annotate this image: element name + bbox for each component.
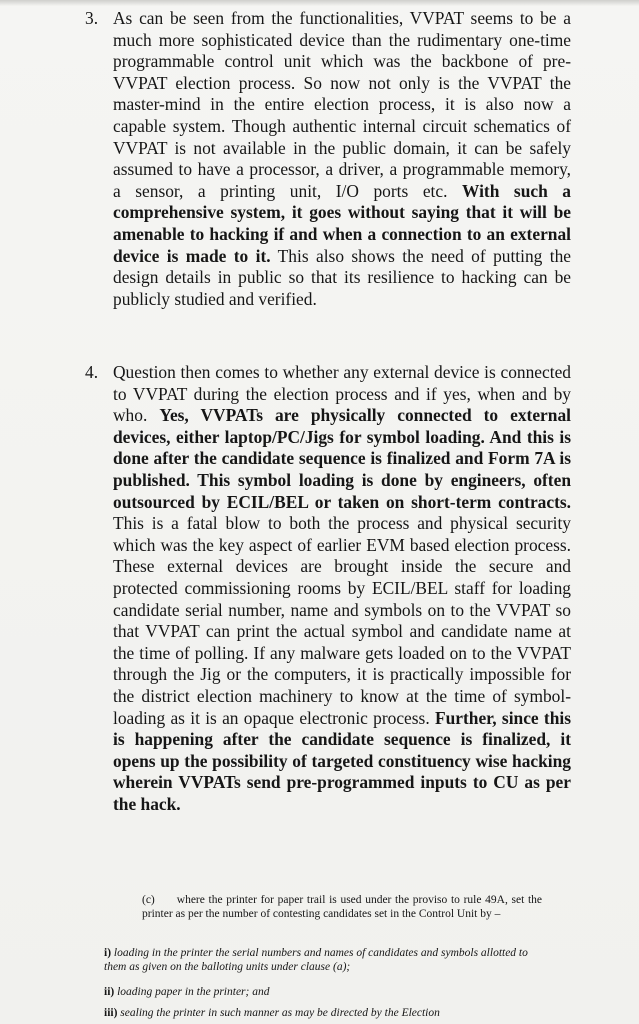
item-number: i) bbox=[104, 947, 112, 959]
point-3 bbox=[85, 8, 571, 310]
item-text: loading paper in the printer; and bbox=[117, 986, 270, 998]
point-text: This also shows the need of putting the design details in public so that its resilience to hacking can be publicly studied and verified. bbox=[113, 245, 571, 309]
item-number: iii) bbox=[104, 1007, 118, 1019]
item-text: sealing the printer in such manner as may be directed by the Election bbox=[120, 1007, 440, 1019]
point-4 bbox=[85, 362, 571, 815]
point-body bbox=[113, 362, 571, 815]
rule-excerpt-iii bbox=[104, 1006, 544, 1020]
rule-excerpt-i bbox=[104, 946, 544, 974]
rule-excerpt-c bbox=[142, 893, 542, 921]
point-text-bold: Further, since this is happening after the candidate sequence is finalized, it opens up the possibility of targeted constituency wise hacking wherein VVPATs send pre-programmed inputs to CU as per the hack. bbox=[113, 707, 571, 814]
item-text: loading in the printer the serial numbers and names of candidates and symbols allotted to them as given on the balloting units under clause (a); bbox=[104, 947, 528, 973]
clause-label: (c) bbox=[142, 894, 155, 906]
point-body bbox=[113, 8, 571, 310]
point-text-bold: With such a comprehensive system, it goes without saying that it will be amenable to hacking if and when a connection to an external device is made to it. bbox=[113, 180, 572, 266]
top-edge-shadow bbox=[0, 0, 639, 6]
point-number: 4. bbox=[85, 362, 99, 382]
point-text-bold: Yes, VVPATs are physically connected to external devices, either laptop/PC/Jigs for symbol loading. And this is done after the candidate sequence is finalized and Form 7A is published. This symbol loading is done by engineers, often outsourced by ECIL/BEL or taken on short-term contracts. bbox=[113, 405, 571, 512]
rule-excerpt-ii bbox=[104, 985, 544, 999]
point-text: Question then comes to whether any external device is connected to VVPAT during the election process and if yes, when and by who. bbox=[113, 362, 571, 426]
item-number: ii) bbox=[104, 986, 115, 998]
point-number: 3. bbox=[85, 8, 99, 28]
point-text: As can be seen from the functionalities, VVPAT seems to be a much more sophisticated device than the rudimentary one-time programmable control unit which was the backbone of pre-VVPAT election process. So now not only is the VVPAT the master-mind in the entire election process, it is also now a capable system. Though authentic internal circuit schematics of VVPAT is not available in the public domain, it can be safely assumed to have a processor, a driver, a programmable memory, a sensor, a printing unit, I/O ports etc. bbox=[113, 8, 571, 201]
point-text: This is a fatal blow to both the process and physical security which was the key aspect of earlier EVM based election process. These external devices are brought inside the secure and protected commissioning rooms by ECIL/BEL staff for loading candidate serial number, name and symbols on to the VVPAT so that VVPAT can print the actual symbol and candidate name at the time of polling. If any malware gets loaded on to the VVPAT through the Jig or the computers, it is practically impossible for the district election machinery to know at the time of symbol-loading as it is an opaque electronic process. bbox=[113, 513, 571, 728]
clause-text: where the printer for paper trail is used under the proviso to rule 49A, set the printer as per the number of contesting candidates set in the Control Unit by – bbox=[142, 894, 542, 920]
